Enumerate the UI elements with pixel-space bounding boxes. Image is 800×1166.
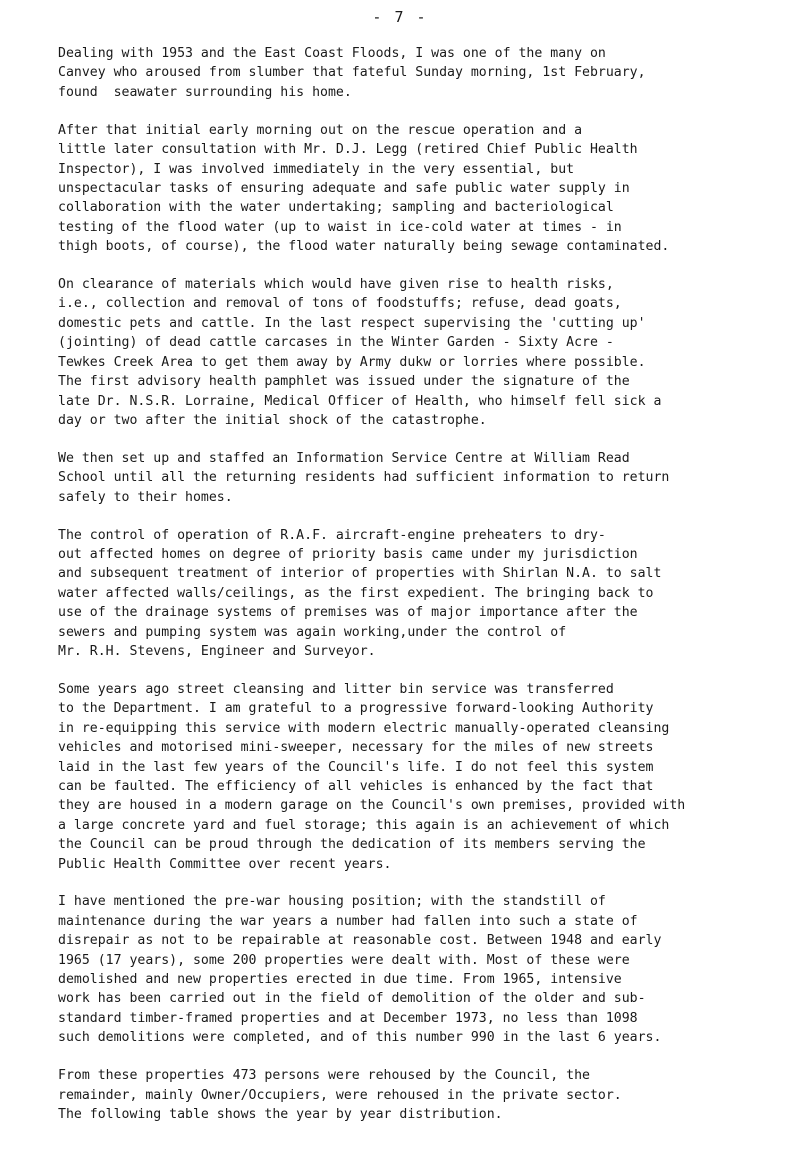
text-line: The first advisory health pamphlet was issued under the signature of the bbox=[58, 374, 630, 390]
text-line: collaboration with the water undertaking; sampling and bacteriological bbox=[58, 200, 614, 216]
paragraph bbox=[58, 1066, 778, 1124]
text-line: thigh boots, of course), the flood water naturally being sewage contaminated. bbox=[58, 239, 670, 255]
body-text bbox=[58, 44, 778, 1143]
text-line: On clearance of materials which would have given rise to health risks, bbox=[58, 277, 614, 293]
paragraph bbox=[58, 526, 778, 662]
text-line: the Council can be proud through the dedication of its members serving the bbox=[58, 837, 646, 853]
text-line: Public Health Committee over recent years. bbox=[58, 856, 392, 872]
text-line: and subsequent treatment of interior of properties with Shirlan N.A. to salt bbox=[58, 566, 662, 582]
paragraph bbox=[58, 449, 778, 507]
paragraph bbox=[58, 121, 778, 257]
text-line: testing of the flood water (up to waist in ice-cold water at times - in bbox=[58, 219, 622, 235]
paragraph bbox=[58, 275, 778, 430]
text-line: can be faulted. The efficiency of all vehicles is enhanced by the fact that bbox=[58, 778, 654, 794]
text-line: day or two after the initial shock of the catastrophe. bbox=[58, 412, 487, 428]
text-line: maintenance during the war years a number had fallen into such a state of bbox=[58, 913, 638, 929]
text-line: to the Department. I am grateful to a progressive forward-looking Authority bbox=[58, 701, 654, 717]
text-line: in re-equipping this service with modern electric manually-operated cleansing bbox=[58, 720, 670, 736]
text-line: I have mentioned the pre-war housing position; with the standstill of bbox=[58, 894, 606, 910]
text-line: they are housed in a modern garage on the Council's own premises, provided with bbox=[58, 798, 686, 814]
text-line: standard timber-framed properties and at December 1973, no less than 1098 bbox=[58, 1010, 638, 1026]
text-line: Some years ago street cleansing and litter bin service was transferred bbox=[58, 681, 614, 697]
text-line: remainder, mainly Owner/Occupiers, were rehoused in the private sector. bbox=[58, 1087, 622, 1103]
text-line: a large concrete yard and fuel storage; this again is an achievement of which bbox=[58, 817, 670, 833]
text-line: 1965 (17 years), some 200 properties were dealt with. Most of these were bbox=[58, 952, 630, 968]
text-line: water affected walls/ceilings, as the first expedient. The bringing back to bbox=[58, 585, 654, 601]
text-line: We then set up and staffed an Information Service Centre at William Read bbox=[58, 450, 630, 466]
text-line: found seawater surrounding his home. bbox=[58, 84, 352, 100]
text-line: use of the drainage systems of premises was of major importance after the bbox=[58, 605, 638, 621]
text-line: Canvey who aroused from slumber that fateful Sunday morning, 1st February, bbox=[58, 65, 646, 81]
text-line: The following table shows the year by year distribution. bbox=[58, 1107, 503, 1122]
text-line: work has been carried out in the field of demolition of the older and sub- bbox=[58, 991, 646, 1007]
text-line: laid in the last few years of the Council's life. I do not feel this system bbox=[58, 759, 654, 775]
text-line: vehicles and motorised mini-sweeper, necessary for the miles of new streets bbox=[58, 740, 654, 756]
text-line: little later consultation with Mr. D.J. Legg (retired Chief Public Health bbox=[58, 142, 638, 158]
text-line: out affected homes on degree of priority basis came under my jurisdiction bbox=[58, 546, 638, 562]
text-line: After that initial early morning out on the rescue operation and a bbox=[58, 122, 583, 138]
page-number: - 7 - bbox=[372, 8, 428, 26]
text-line: demolished and new properties erected in due time. From 1965, intensive bbox=[58, 972, 622, 988]
text-line: The control of operation of R.A.F. aircraft-engine preheaters to dry- bbox=[58, 527, 606, 543]
paragraph bbox=[58, 44, 778, 102]
paragraph bbox=[58, 892, 778, 1047]
text-line: safely to their homes. bbox=[58, 489, 233, 505]
paragraph bbox=[58, 680, 778, 874]
text-line: Dealing with 1953 and the East Coast Floods, I was one of the many on bbox=[58, 46, 606, 61]
text-line: Mr. R.H. Stevens, Engineer and Surveyor. bbox=[58, 643, 376, 659]
text-line: disrepair as not to be repairable at reasonable cost. Between 1948 and early bbox=[58, 933, 662, 949]
text-line: (jointing) of dead cattle carcases in the Winter Garden - Sixty Acre - bbox=[58, 335, 614, 351]
text-line: School until all the returning residents had sufficient information to return bbox=[58, 470, 670, 486]
text-line: late Dr. N.S.R. Lorraine, Medical Officer of Health, who himself fell sick a bbox=[58, 393, 662, 409]
text-line: Inspector), I was involved immediately in the very essential, but bbox=[58, 161, 575, 177]
text-line: From these properties 473 persons were rehoused by the Council, the bbox=[58, 1068, 590, 1084]
text-line: such demolitions were completed, and of this number 990 in the last 6 years. bbox=[58, 1030, 662, 1046]
text-line: unspectacular tasks of ensuring adequate and safe public water supply in bbox=[58, 180, 630, 196]
text-line: sewers and pumping system was again working,under the control of bbox=[58, 624, 567, 640]
text-line: i.e., collection and removal of tons of foodstuffs; refuse, dead goats, bbox=[58, 296, 622, 312]
text-line: domestic pets and cattle. In the last respect supervising the 'cutting up' bbox=[58, 315, 646, 331]
text-line: Tewkes Creek Area to get them away by Army dukw or lorries where possible. bbox=[58, 354, 646, 370]
